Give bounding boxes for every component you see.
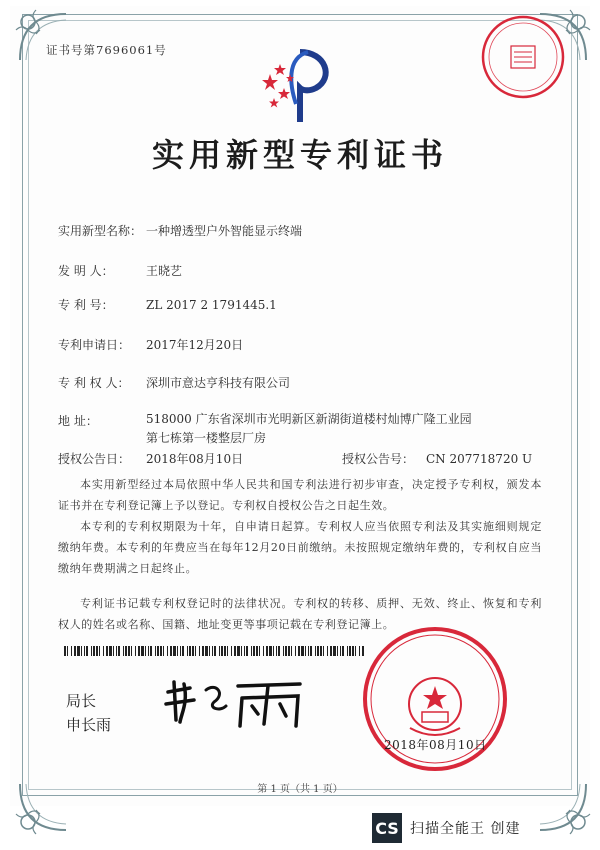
patent-office-logo-icon — [256, 44, 346, 124]
office-seal-small-icon — [478, 12, 568, 102]
seal-date: 2018年08月10日 — [384, 738, 487, 752]
field-grant-number — [342, 450, 532, 467]
certificate-body-text — [58, 474, 542, 635]
body-paragraph: 专利证书记载专利权登记时的法律状况。专利权的转移、质押、无效、终止、恢复和专利权人的姓名或名称、国籍、地址变更等事项记载在专利登记簿上。 — [58, 597, 542, 631]
corner-ornament-icon — [6, 0, 76, 70]
field-inventor — [58, 262, 182, 279]
director-name: 申长雨 — [66, 716, 112, 734]
field-utility-name — [58, 222, 302, 239]
field-value: CN 207718720 U — [426, 452, 533, 466]
field-label: 发 明 人： — [58, 264, 114, 278]
camscanner-logo-icon: CS — [372, 813, 402, 843]
page-number: 第 1 页（共 1 页） — [257, 784, 343, 795]
field-label: 实用新型名称： — [58, 224, 143, 238]
field-value: 深圳市意达亨科技有限公司 — [146, 376, 291, 390]
field-application-date — [58, 336, 243, 353]
certificate-number: 证书号第7696061号 — [46, 43, 167, 57]
field-value: ZL 2017 2 1791445.1 — [146, 298, 277, 312]
field-label: 专 利 号： — [58, 298, 114, 312]
scanner-watermark-text: 扫描全能王 创建 — [410, 821, 521, 837]
field-label: 专利申请日： — [58, 338, 131, 352]
field-address-value: 518000 广东省深圳市光明新区新湖街道楼村灿博广隆工业园第七栋第一楼整层厂房 — [146, 412, 472, 445]
director-signature-icon — [160, 672, 310, 732]
barcode-icon — [64, 646, 364, 656]
field-value: 2017年12月20日 — [146, 338, 244, 352]
director-title: 局长 — [66, 692, 97, 710]
field-value: 一种增透型户外智能显示终端 — [146, 224, 303, 238]
field-patentee — [58, 374, 290, 391]
certificate-title: 实用新型专利证书 — [151, 136, 448, 174]
field-value: 王晓艺 — [146, 264, 183, 278]
field-address-label — [58, 412, 146, 429]
field-label: 专 利 权 人： — [58, 376, 130, 390]
body-paragraph: 本实用新型经过本局依照中华人民共和国专利法进行初步审查，决定授予专利权，颁发本证书并在专利登记簿上予以登记。专利权自授权公告之日起生效。 — [58, 478, 542, 512]
scanner-watermark — [372, 812, 520, 844]
field-patent-number — [58, 296, 277, 313]
body-paragraph: 本专利的专利权期限为十年，自申请日起算。专利权人应当依照专利法及其实施细则规定缴纳年费。本专利的年费应当在每年12月20日前缴纳。未按照规定缴纳年费的，专利权自应当缴纳年费期满之日起终止。 — [58, 520, 542, 575]
field-grant-date — [58, 450, 243, 467]
field-label: 授权公告日： — [58, 452, 131, 466]
field-label: 地 址： — [58, 414, 98, 428]
field-label: 授权公告号： — [342, 452, 415, 466]
field-value: 2018年08月10日 — [146, 452, 244, 466]
